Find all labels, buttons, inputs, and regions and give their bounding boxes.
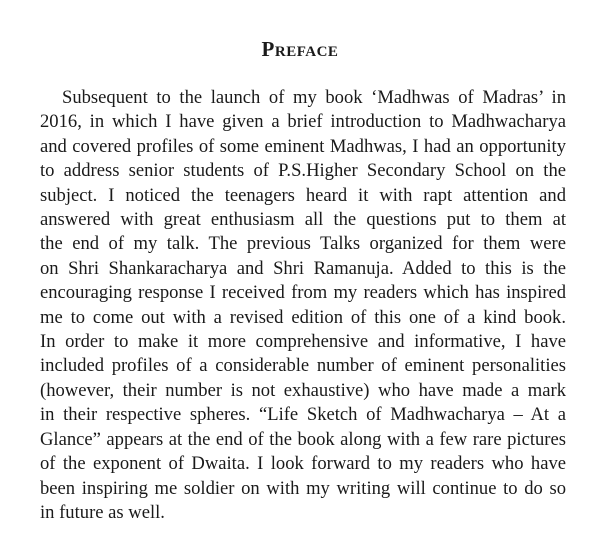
paragraph-line: in their respective spheres. “Life Sketch of Madhwacharya – At a [40, 404, 566, 426]
paragraph-line: on Shri Shankaracharya and Shri Ramanuja. Added to this is the [40, 257, 566, 279]
paragraph-line: and covered profiles of some eminent Madhwas, I had an opportunity [40, 135, 566, 157]
paragraph-line: me to come out with a revised edition of this one of a kind book. [40, 306, 566, 328]
paragraph-line: 2016, in which I have given a brief introduction to Madhwacharya [40, 111, 566, 133]
paragraph-line: of the exponent of Dwaita. I look forward to my readers who have [40, 453, 566, 475]
page-title: Preface [261, 37, 339, 61]
paragraph-line: to address senior students of P.S.Higher Secondary School on the [40, 160, 566, 182]
paragraph-line: encouraging response I received from my readers which has inspired [40, 282, 566, 304]
paragraph-line: been inspiring me soldier on with my writing will continue to do so [40, 477, 566, 499]
paragraph-line: included profiles of a considerable number of eminent personalities [40, 355, 566, 377]
paragraph-line: subject. I noticed the teenagers heard it with rapt attention and [40, 184, 566, 206]
paragraph-line: in future as well. [40, 501, 165, 523]
preface-paragraph [40, 86, 566, 525]
paragraph-line: answered with great enthusiasm all the questions put to them at [40, 209, 566, 231]
paragraph-line: the end of my talk. The previous Talks organized for them were [40, 233, 566, 255]
paragraph-line: (however, their number is not exhaustive) who have made a mark [40, 379, 566, 401]
paragraph-line: Subsequent to the launch of my book ‘Madhwas of Madras’ in [62, 87, 566, 108]
paragraph-line: Glance” appears at the end of the book along with a few rare pictures [40, 428, 566, 450]
paragraph-line: In order to make it more comprehensive and informative, I have [40, 331, 566, 353]
